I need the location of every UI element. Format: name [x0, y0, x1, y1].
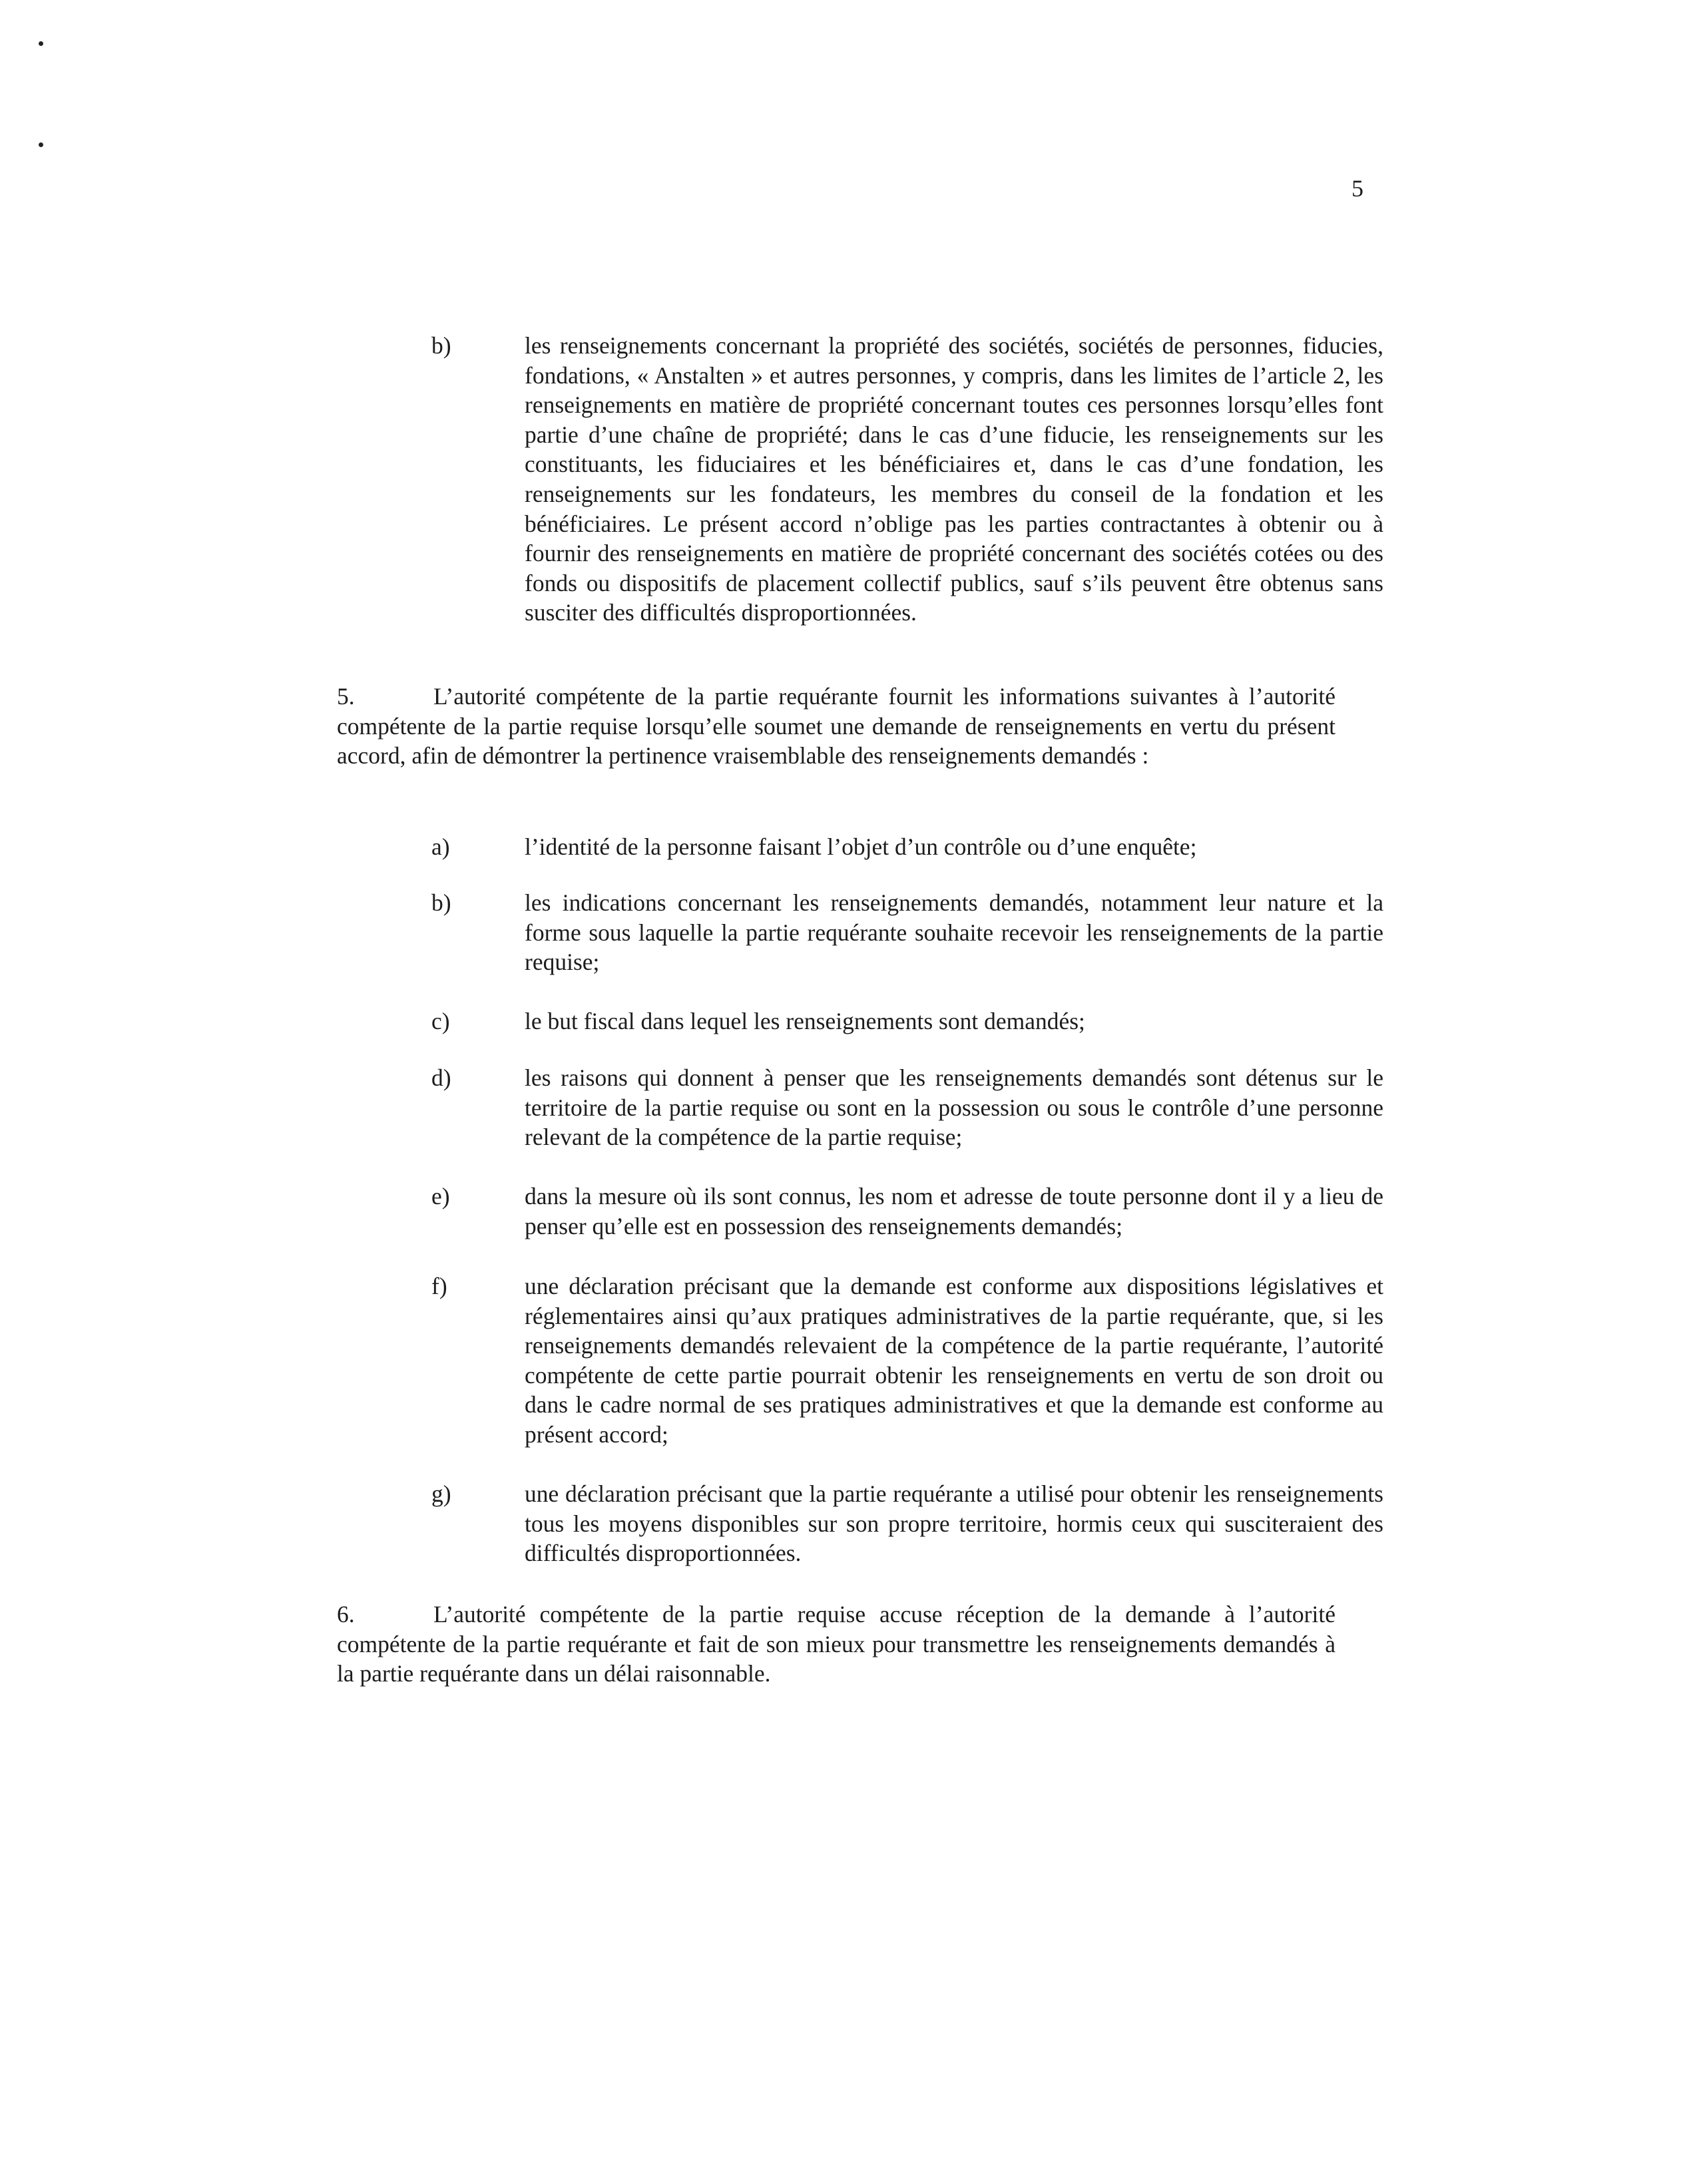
list-item-text: les renseignements concernant la propriété des sociétés, sociétés de personnes, fiducies, fondations, « Anstalten » et autres personnes, y compris, dans les limites de l’article 2, les renseignements en matière de propriété concernant toutes ces personnes lorsqu’elles font partie d’une chaîne de propriété; dans le cas d’une fiducie, les renseignements sur les constituants, les fiduciaires et les bénéficiaires et, dans le cas d’une fondation, les renseignements sur les fondateurs, les membres du conseil de la fondation et les bénéficiaires. Le présent accord n’oblige pas les parties contractantes à obtenir ou à fournir des renseignements en matière de propriété concernant des sociétés cotées ou des fonds ou dispositifs de placement collectif publics, sauf s’ils peuvent être obtenus sans susciter des difficultés disproportionnées.: [525, 332, 1383, 626]
paragraph-6: [337, 1600, 1336, 1689]
paragraph-number: 6.: [337, 1601, 355, 1628]
list-item-label: d): [431, 1064, 451, 1091]
list-item-label: b): [431, 889, 451, 916]
paragraph-5: [337, 682, 1336, 771]
list-item-text: l’identité de la personne faisant l’objet d’un contrôle ou d’une enquête;: [525, 833, 1197, 860]
list-item-text: le but fiscal dans lequel les renseignements sont demandés;: [525, 1008, 1085, 1034]
list-item-text: dans la mesure où ils sont connus, les nom et adresse de toute personne dont il y a lieu de penser qu’elle est en possession des renseignements demandés;: [525, 1183, 1383, 1239]
list-item-label: f): [431, 1273, 447, 1299]
list-item-text: les indications concernant les renseignements demandés, notamment leur nature et la forme sous laquelle la partie requérante souhaite recevoir les renseignements de la partie requise;: [525, 889, 1383, 976]
list-item-label: b): [431, 332, 451, 359]
list-item-label: g): [431, 1480, 451, 1507]
list-item-text: les raisons qui donnent à penser que les renseignements demandés sont détenus sur le territoire de la partie requise ou sont en la possession ou sous le contrôle d’une personne relevant de la compétence de la partie requise;: [525, 1064, 1383, 1151]
paragraph-number: 5.: [337, 683, 355, 710]
paragraph-text: L’autorité compétente de la partie requérante fournit les informations suivantes à l’autorité compétente de la partie requise lorsqu’elle soumet une demande de renseignements en vertu du présent accord, afin de démontrer la pertinence vraisemblable des renseignements demandés :: [337, 683, 1336, 769]
list-item-text: une déclaration précisant que la partie requérante a utilisé pour obtenir les renseignements tous les moyens disponibles sur son propre territoire, hormis ceux qui susciteraient des difficultés disproportionnées.: [525, 1480, 1383, 1567]
paragraph-text: L’autorité compétente de la partie requise accuse réception de la demande à l’autorité compétente de la partie requérante et fait de son mieux pour transmettre les renseignements demandés à la partie requérante dans un délai raisonnable.: [337, 1601, 1336, 1687]
scan-speck-mark: [39, 41, 43, 46]
list-item-label: a): [431, 833, 450, 860]
scan-speck-mark: [39, 142, 43, 147]
list-item-text: une déclaration précisant que la demande est conforme aux dispositions législatives et réglementaires ainsi qu’aux pratiques administratives de la partie requérante, que, si les renseignements demandés relevaient de la compétence de la partie requérante, l’autorité compétente de cette partie pourrait obtenir les renseignements en vertu de son droit ou dans le cadre normal de ses pratiques administratives et que la demande est conforme au présent accord;: [525, 1273, 1383, 1448]
list-item-label: c): [431, 1008, 450, 1034]
list-item-label: e): [431, 1183, 450, 1209]
page-number: 5: [1351, 175, 1363, 202]
